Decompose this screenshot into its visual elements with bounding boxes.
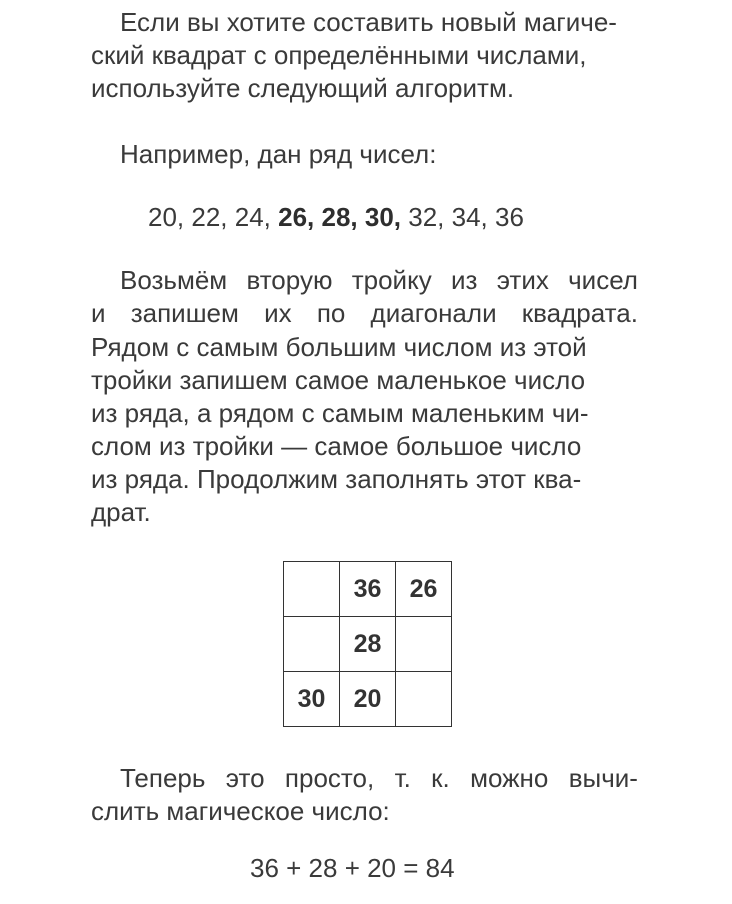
para3-line-4: тройки запишем самое маленькое число: [91, 365, 586, 395]
word: запишем: [130, 298, 239, 328]
word: чисел: [568, 265, 638, 295]
equation: 36 + 28 + 20 = 84: [250, 853, 455, 883]
word: и: [91, 298, 106, 328]
para3-text-1: [120, 264, 638, 296]
para3-line-3: Рядом с самым большим числом из этой: [91, 332, 587, 362]
grid-row: [284, 672, 452, 727]
number-sequence: [148, 201, 524, 233]
word: Теперь: [120, 763, 206, 793]
grid-cell: 20: [340, 672, 396, 727]
para3-line-1: [120, 264, 638, 296]
para1-line-1: Если вы хотите составить новый магиче-: [120, 7, 617, 37]
word: этих: [496, 265, 549, 295]
grid-cell: [284, 617, 340, 672]
sequence-bold: 26, 28, 30,: [278, 202, 402, 232]
grid-cell: 26: [396, 562, 452, 617]
para4-line-1: [120, 762, 638, 794]
word: вычи-: [568, 763, 638, 793]
grid-cell: 30: [284, 672, 340, 727]
para1-line-3: используйте следующий алгоритм.: [91, 73, 515, 103]
word: их: [264, 298, 292, 328]
sequence-start: 20, 22, 24,: [148, 202, 271, 232]
grid-row: [284, 562, 452, 617]
word: тройку: [351, 265, 432, 295]
para3-line-2: [91, 297, 638, 329]
grid-row: [284, 617, 452, 672]
word: к.: [431, 763, 450, 793]
grid-cell: [396, 617, 452, 672]
word: из: [451, 265, 478, 295]
word: квадрата.: [521, 298, 638, 328]
word: Возьмём: [120, 265, 228, 295]
grid-cell: 36: [340, 562, 396, 617]
para3-line-6: слом из тройки — самое большое число: [91, 431, 582, 461]
word: вторую: [246, 265, 333, 295]
para4-line-2: слить магическое число:: [91, 796, 390, 826]
word: можно: [470, 763, 549, 793]
para3-line-5: из ряда, а рядом с самым маленьким чи-: [91, 398, 589, 428]
para2-line: Например, дан ряд чисел:: [120, 139, 437, 169]
word: по: [316, 298, 346, 328]
word: просто,: [284, 763, 375, 793]
word: это: [225, 763, 265, 793]
para1-line-2: ский квадрат с определёнными числами,: [91, 40, 587, 70]
grid-cell: [284, 562, 340, 617]
grid-cell: 28: [340, 617, 396, 672]
sequence-end: 32, 34, 36: [408, 202, 524, 232]
word: диагонали: [370, 298, 497, 328]
word: т.: [394, 763, 411, 793]
grid-cell: [396, 672, 452, 727]
magic-square-grid: [283, 561, 452, 727]
para3-line-7: из ряда. Продолжим заполнять этот ква-: [91, 464, 582, 494]
para3-line-8: драт.: [91, 497, 151, 527]
